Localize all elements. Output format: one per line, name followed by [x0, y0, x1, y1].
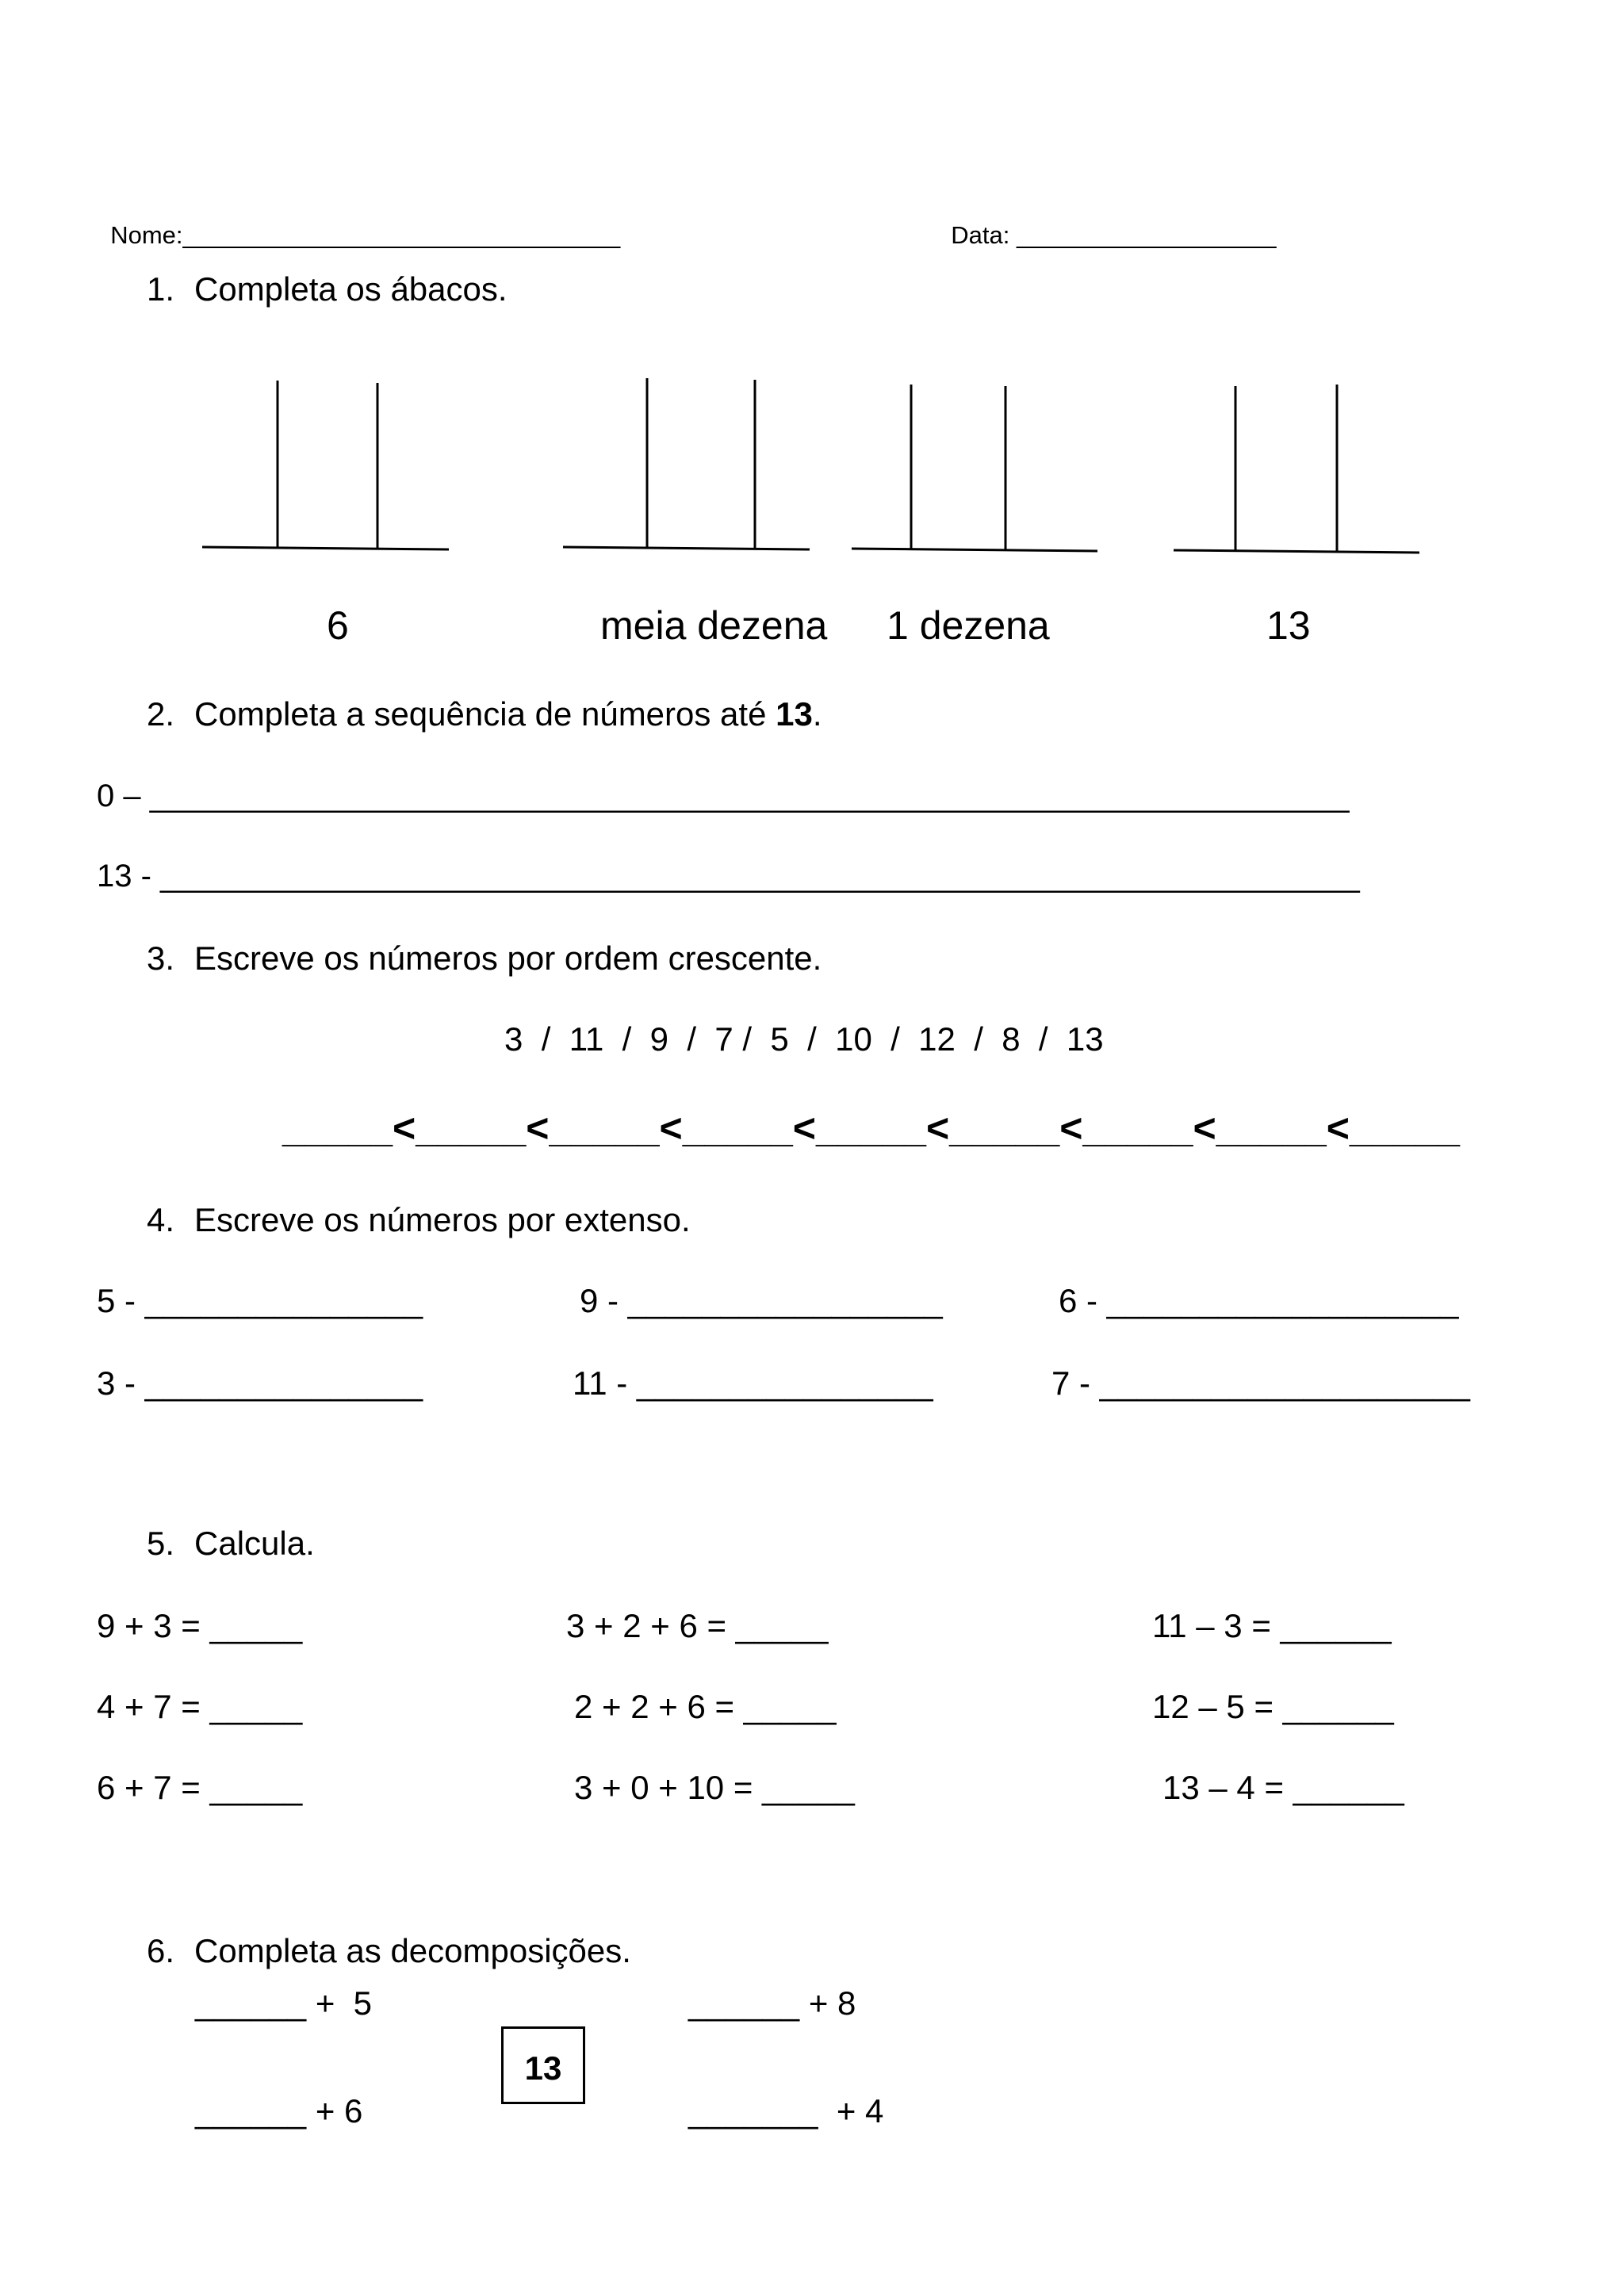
abacus-label-4: 13	[1266, 603, 1311, 648]
question-1-instruction: Completa os ábacos.	[194, 270, 508, 308]
calc-item[interactable]: 9 + 3 = _____	[97, 1607, 303, 1644]
name-label: Nome:________________________________	[110, 221, 621, 249]
extenso-item-7[interactable]: 7 - ____________________	[1051, 1364, 1470, 1402]
date-label: Data: ___________________	[951, 221, 1277, 249]
question-4-instruction: Escreve os números por extenso.	[194, 1201, 691, 1238]
decomposition-item[interactable]: ______ + 8	[688, 1984, 856, 2022]
calc-item[interactable]: 4 + 7 = _____	[97, 1688, 303, 1725]
extenso-item-5[interactable]: 5 - _______________	[97, 1282, 423, 1319]
abacus-4	[1174, 385, 1419, 553]
name-blank[interactable]: ________________________________	[182, 221, 621, 249]
question-3-number: 3.	[147, 939, 175, 977]
question-6-instruction: Completa as decomposições.	[194, 1932, 631, 1969]
date-blank[interactable]: ___________________	[1016, 221, 1277, 249]
extenso-item-3[interactable]: 3 - _______________	[97, 1364, 423, 1402]
calc-item[interactable]: 13 – 4 = ______	[1162, 1769, 1404, 1806]
numbers-to-order: 3 / 11 / 9 / 7 / 5 / 10 / 12 / 8 / 13	[504, 1020, 1104, 1058]
decomposition-item[interactable]: ______ + 5	[195, 1984, 373, 2022]
extenso-item-6[interactable]: 6 - ___________________	[1059, 1282, 1459, 1319]
ordering-blanks[interactable]: _____<_____<_____<_____<_____<_____<_____<_____<_____	[282, 1106, 1460, 1150]
calc-item[interactable]: 11 – 3 = ______	[1152, 1607, 1392, 1644]
calc-item[interactable]: 12 – 5 = ______	[1152, 1688, 1394, 1725]
sequence-line-1[interactable]: 0 – ____________________________________________________________________	[97, 779, 1350, 813]
abacus-2	[563, 378, 810, 549]
abacus-diagrams	[0, 0, 1624, 634]
center-number-box	[501, 2026, 585, 2104]
question-1-number: 1.	[147, 270, 175, 308]
extenso-item-9[interactable]: 9 - _________________	[580, 1282, 943, 1319]
abacus-label-2: meia dezena	[600, 603, 828, 648]
abacus-label-3: 1 dezena	[887, 603, 1050, 648]
abacus-label-1: 6	[327, 603, 349, 648]
calc-item[interactable]: 3 + 2 + 6 = _____	[566, 1607, 829, 1644]
calc-item[interactable]: 6 + 7 = _____	[97, 1769, 303, 1806]
question-5-number: 5.	[147, 1525, 175, 1562]
question-4-number: 4.	[147, 1201, 175, 1238]
question-2-number: 2.	[147, 695, 175, 733]
decomposition-item[interactable]: _______ + 4	[688, 2092, 884, 2130]
extenso-item-11[interactable]: 11 - ________________	[573, 1364, 933, 1402]
abacus-1	[202, 381, 449, 549]
sequence-line-2[interactable]: 13 - ____________________________________________________________________	[97, 859, 1360, 894]
decomposition-item[interactable]: ______ + 6	[195, 2092, 363, 2130]
question-6-number: 6.	[147, 1932, 175, 1969]
question-5-instruction: Calcula.	[194, 1525, 315, 1562]
calc-item[interactable]: 2 + 2 + 6 = _____	[574, 1688, 837, 1725]
question-3-instruction: Escreve os números por ordem crescente.	[194, 939, 822, 977]
question-2-instruction: Completa a sequência de números até 13.	[194, 695, 822, 733]
center-number: 13	[524, 2049, 562, 2087]
abacus-3	[852, 385, 1097, 551]
calc-item[interactable]: 3 + 0 + 10 = _____	[574, 1769, 855, 1806]
